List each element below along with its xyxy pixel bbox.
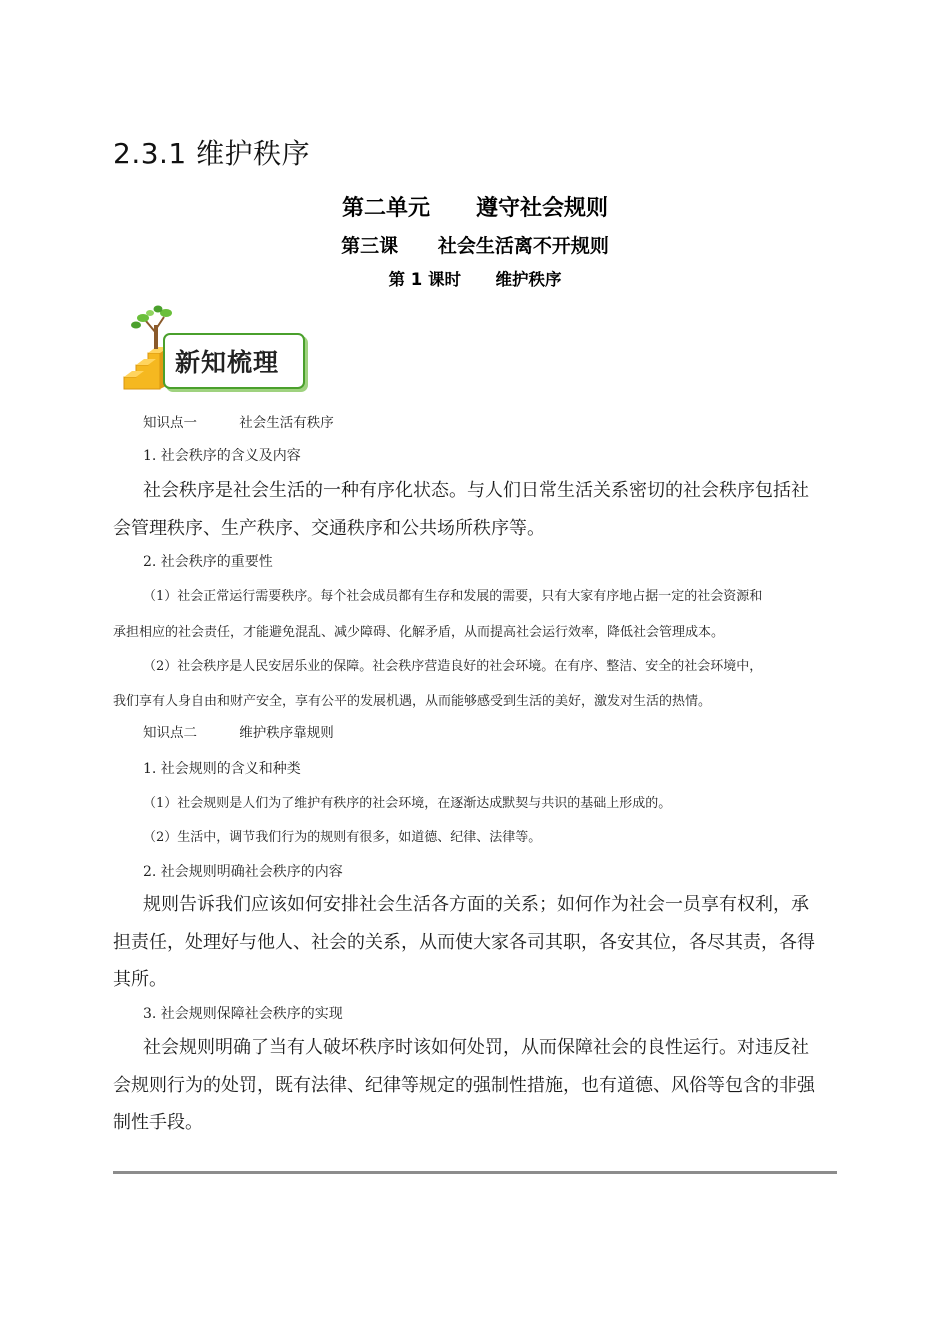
paragraph-line: 制性手段。 bbox=[113, 1112, 203, 1133]
paragraph-line: 我们享有人身自由和财产安全，享有公平的发展机遇，从而能够感受到生活的美好，激发对生活的热情。 bbox=[113, 694, 712, 709]
paragraph-line: 社会秩序是社会生活的一种有序化状态。与人们日常生活关系密切的社会秩序包括社 bbox=[143, 480, 809, 501]
paragraph-line: 会管理秩序、生产秩序、交通秩序和公共场所秩序等。 bbox=[113, 518, 545, 539]
paragraph-line: （1）社会正常运行需要秩序。每个社会成员都有生存和发展的需要，只有大家有序地占据一定的社会资源和 bbox=[143, 589, 763, 604]
unit-heading: 第二单元 遵守社会规则 bbox=[342, 196, 608, 221]
lesson-heading: 第三课 社会生活离不开规则 bbox=[341, 235, 609, 257]
item-heading: 2. 社会秩序的重要性 bbox=[143, 554, 273, 570]
item-heading: 1. 社会秩序的含义及内容 bbox=[143, 448, 301, 464]
section-label: 知识点二 bbox=[143, 725, 197, 741]
document-title: 2.3.1 维护秩序 bbox=[113, 137, 311, 170]
item-heading: 3. 社会规则保障社会秩序的实现 bbox=[143, 1006, 343, 1022]
footer-divider bbox=[113, 1171, 837, 1174]
paragraph-line: （2）社会秩序是人民安居乐业的保障。社会秩序营造良好的社会环境。在有序、整洁、安全的社会环境中， bbox=[143, 659, 763, 674]
paragraph-line: （1）社会规则是人们为了维护有秩序的社会环境，在逐渐达成默契与共识的基础上形成的。 bbox=[143, 796, 672, 811]
item-heading: 2. 社会规则明确社会秩序的内容 bbox=[143, 864, 343, 880]
paragraph-line: 承担相应的社会责任，才能避免混乱、减少障碍、化解矛盾，从而提高社会运行效率，降低社会管理成本。 bbox=[113, 625, 725, 640]
paragraph-line: 会规则行为的处罚，既有法律、纪律等规定的强制性措施，也有道德、风俗等包含的非强 bbox=[113, 1075, 815, 1096]
paragraph-line: 社会规则明确了当有人破坏秩序时该如何处罚，从而保障社会的良性运行。对违反社 bbox=[143, 1037, 809, 1058]
section-header bbox=[143, 411, 334, 431]
paragraph-line: （2）生活中，调节我们行为的规则有很多，如道德、纪律、法律等。 bbox=[143, 830, 542, 845]
period-heading: 第 1 课时 维护秩序 bbox=[388, 270, 562, 289]
paragraph-line: 其所。 bbox=[113, 969, 167, 990]
paragraph-line: 规则告诉我们应该如何安排社会生活各方面的关系；如何作为社会一员享有权利，承 bbox=[143, 894, 809, 915]
section-title: 社会生活有秩序 bbox=[239, 415, 334, 431]
item-heading: 1. 社会规则的含义和种类 bbox=[143, 761, 301, 777]
paragraph-line: 担责任，处理好与他人、社会的关系，从而使大家各司其职，各安其位，各尽其责，各得 bbox=[113, 932, 815, 953]
section-header bbox=[143, 721, 334, 741]
section-banner bbox=[118, 303, 310, 395]
banner-label: 新知梳理 bbox=[175, 348, 280, 377]
section-title: 维护秩序靠规则 bbox=[239, 725, 334, 741]
section-label: 知识点一 bbox=[143, 415, 197, 431]
